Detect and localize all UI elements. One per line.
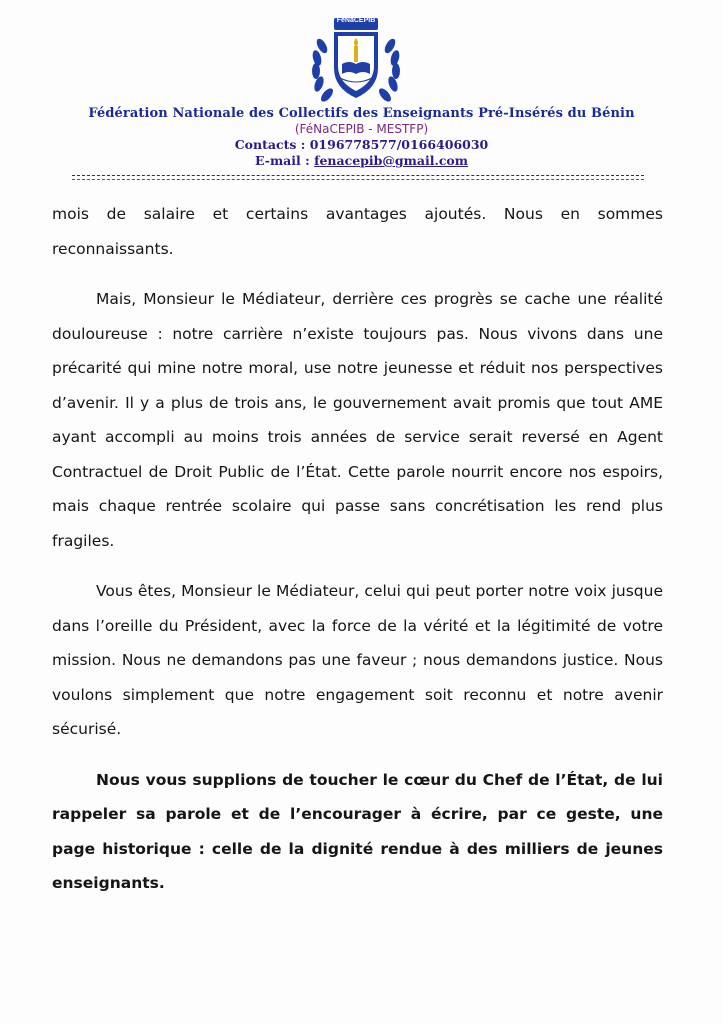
letterhead (0, 0, 723, 190)
paragraph-4-appeal: Nous vous supplions de toucher le cœur du Chef de l’État, de lui rappeler sa parole et de l’encourager à écrire, par ce geste, une page historique : celle de la dignité rendue à des milliers de jeunes enseignants. (52, 770, 663, 892)
logo-text: FéNaCEPIB (336, 17, 376, 24)
letter-body (52, 197, 663, 917)
organization-acronym: (FéNaCEPIB - MESTFP) (294, 122, 429, 136)
fenacepib-logo (300, 16, 412, 112)
contact-email-line (0, 153, 723, 168)
paragraph-1: mois de salaire et certains avantages ajoutés. Nous en sommes reconnaissants. (52, 205, 663, 258)
organization-name: Fédération Nationale des Collectifs des Enseignants Pré-Insérés du Bénin (88, 106, 635, 121)
email-label: E-mail : (255, 153, 315, 168)
email-link[interactable]: fenacepib@gmail.com (314, 153, 468, 168)
header-divider (72, 175, 644, 176)
paragraph-2: Mais, Monsieur le Médiateur, derrière ces progrès se cache une réalité douloureuse : notre carrière n’existe toujours pas. Nous vivons dans une précarité qui mine notre moral, use notre jeunesse et réduit nos perspectives d’avenir. Il y a plus de trois ans, le gouvernement avait promis que tout AME ayant accompli au moins trois années de service serait reversé en Agent Contractuel de Droit Public de l’État. Cette parole nourrit encore nos espoirs, mais chaque rentrée scolaire qui passe sans concrétisation les rend plus fragiles. (52, 290, 663, 550)
contact-phones: Contacts : 0196778577/0166406030 (234, 137, 489, 152)
paragraph-3: Vous êtes, Monsieur le Médiateur, celui qui peut porter notre voix jusque dans l’oreille du Président, avec la force de la vérité et la légitimité de votre mission. Nous ne demandons pas une faveur ; nous demandons justice. Nous voulons simplement que notre engagement soit reconnu et notre avenir sécurisé. (52, 582, 663, 738)
header-divider-secondary (72, 179, 644, 180)
